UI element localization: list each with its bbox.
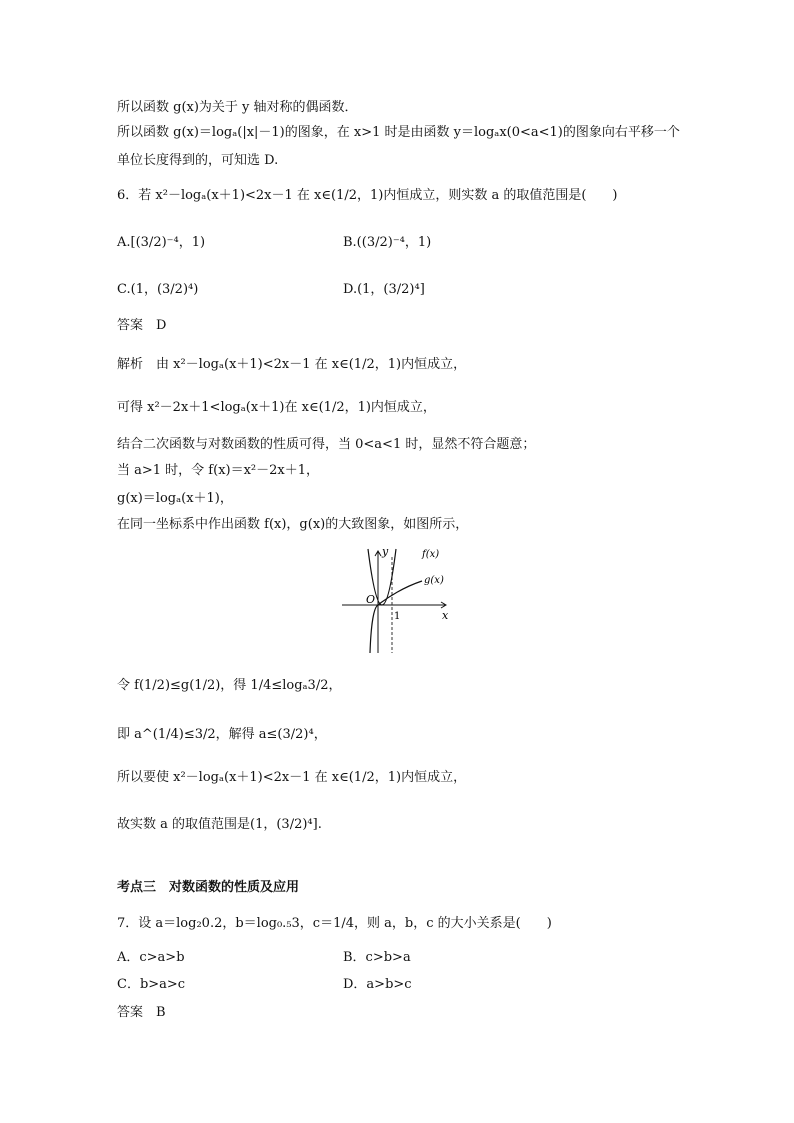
q7-option-c: C．b>a>c [117,977,186,992]
section-heading-3: 考点三 对数函数的性质及应用 [117,880,300,895]
answer-7: 答案 B [117,1005,166,1020]
question-7: 7．设 a＝log₂0.2，b＝log₀.₅3，c＝1/4，则 a，b，c 的大小关系是( ) [117,916,552,931]
solution-line-6: 在同一坐标系中作出函数 f(x)，g(x)的大致图象，如图所示， [117,517,469,532]
q6-option-d: D.(1，(3/2)⁴] [343,282,425,297]
q7-option-b: B．c>b>a [343,950,411,965]
q6-option-b: B.((3/2)⁻⁴，1) [343,235,432,250]
q7-option-d: D．a>b>c [343,977,412,992]
solution-line-10: 故实数 a 的取值范围是(1，(3/2)⁴]. [117,817,322,832]
solution-line-5: g(x)＝logₐ(x＋1)， [117,491,233,506]
q6-option-a: A.[(3/2)⁻⁴，1) [117,235,206,250]
solution-line-2: 可得 x²－2x＋1<logₐ(x＋1)在 x∈(1/2，1)内恒成立， [117,400,436,415]
text-line-3: 单位长度得到的，可知选 D. [117,153,279,168]
answer-6: 答案 D [117,318,167,333]
solution-line-8: 即 a^(1/4)≤3/2，解得 a≤(3/2)⁴， [117,727,327,742]
text-line-2: 所以函数 g(x)＝logₐ(|x|－1)的图象，在 x>1 时是由函数 y＝logₐx(0<a<1)的图象向右平移一个 [117,125,680,140]
origin-label: O [366,593,376,606]
x-axis-label: x [442,609,449,622]
q6-option-c: C.(1，(3/2)⁴) [117,282,199,297]
solution-line-9: 所以要使 x²－logₐ(x＋1)<2x－1 在 x∈(1/2，1)内恒成立， [117,770,467,785]
solution-line-3: 结合二次函数与对数函数的性质可得，当 0<a<1 时，显然不符合题意； [117,437,536,452]
solution-line-7: 令 f(1/2)≤g(1/2)，得 1/4≤logₐ3/2， [117,678,342,693]
q7-option-a: A．c>a>b [117,950,185,965]
f-label: f(x) [422,549,440,560]
question-6: 6．若 x²－logₐ(x＋1)<2x－1 在 x∈(1/2，1)内恒成立，则实数 a 的取值范围是( ) [117,188,618,203]
tick-label-1: 1 [394,611,401,622]
solution-line-1: 解析 由 x²－logₐ(x＋1)<2x－1 在 x∈(1/2，1)内恒成立， [117,357,467,372]
y-axis-label: y [382,545,389,558]
text-line-1: 所以函数 g(x)为关于 y 轴对称的偶函数． [117,100,358,115]
function-graph [338,543,458,655]
solution-line-4: 当 a>1 时，令 f(x)＝x²－2x＋1， [117,463,320,478]
g-label: g(x) [424,575,444,586]
